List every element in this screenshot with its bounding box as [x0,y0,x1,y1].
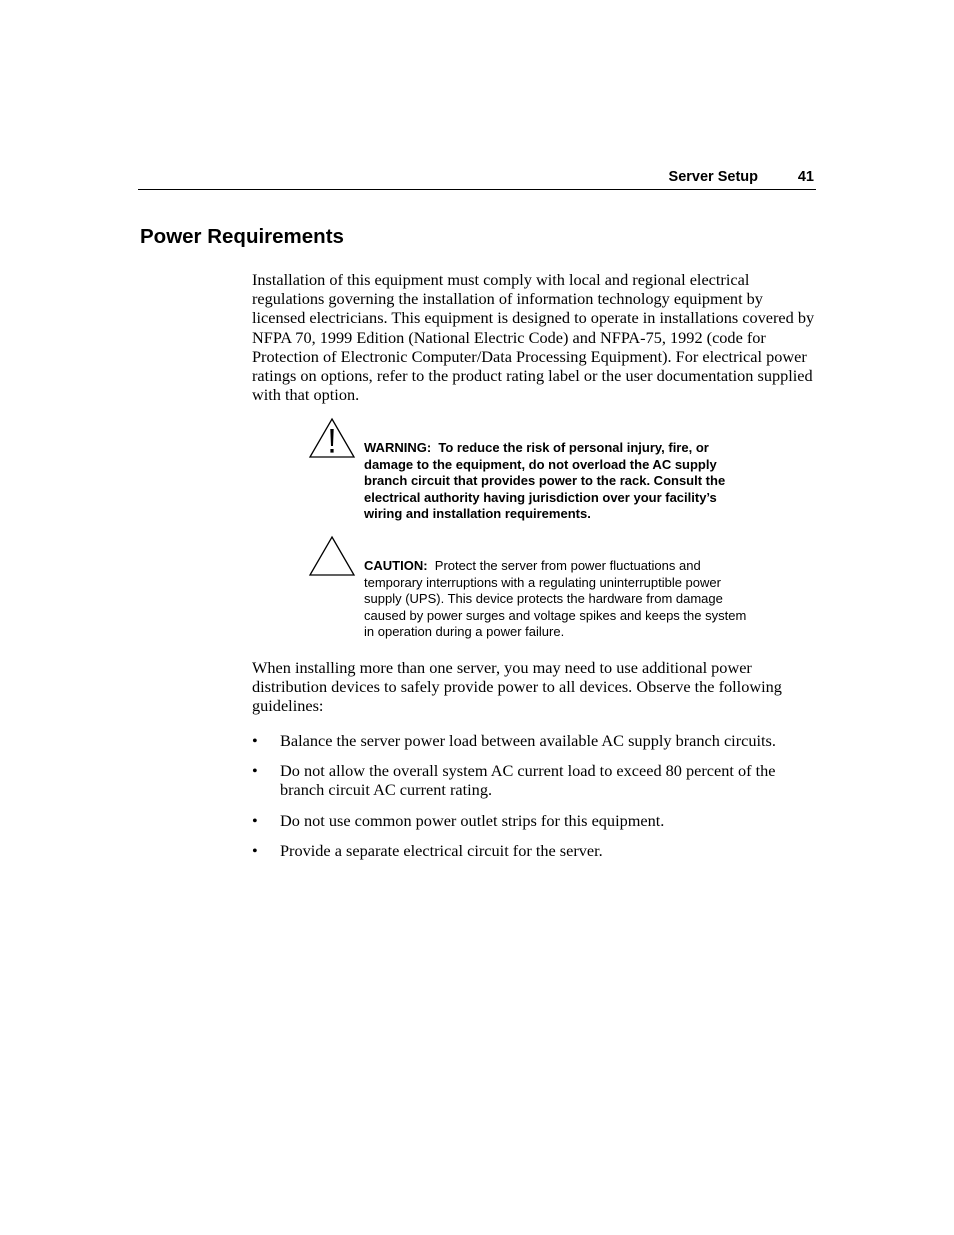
running-header [138,168,816,190]
list-item [252,811,820,830]
warning-note [308,417,753,523]
bullet-icon: • [252,761,258,781]
list-item-text: Do not use common power outlet strips for this equipment. [280,810,665,830]
caution-note [308,535,753,641]
page-title: Power Requirements [140,225,344,248]
guidelines-paragraph: When installing more than one server, you may need to use additional power distribution devices to safely provide power to all devices. Observe the following guidelines: [252,658,782,716]
caution-label: CAUTION: [364,558,428,573]
guidelines-list [252,731,820,871]
warning-label: WARNING: [364,440,432,455]
list-item [252,731,820,750]
bullet-icon: • [252,810,258,830]
caution-text: Protect the server from power fluctuations and temporary interruptions with a regulating uninterruptible power supply (UPS). This device protects the hardware from damage caused by power surges and voltage spikes and keeps the system in operation during a power failure. [364,558,747,639]
warning-text: To reduce the risk of personal injury, fire, or damage to the equipment, do not overload the AC supply branch circuit that provides power to the rack. Consult the electrical authority having jurisdiction over your facility’s wiring and installation requirements. [364,440,726,521]
list-item-text: Do not allow the overall system AC current load to exceed 80 percent of the branch circuit AC current rating. [280,761,776,800]
list-item-text: Balance the server power load between available AC supply branch circuits. [280,731,776,750]
intro-paragraph: Installation of this equipment must comply with local and regional electrical regulations governing the installation of information technology equipment by licensed electricians. This equipment is designed to operate in installations covered by NFPA 70, 1999 Edition (National Electric Code) and NFPA-75, 1992 (code for Protection of Electronic Computer/Data Processing Equipment). For electrical power ratings on options, refer to the product rating label or the user documentation supplied with that option. [252,270,815,405]
bullet-icon: • [252,840,258,860]
list-item [252,761,820,799]
bullet-icon: • [252,731,258,750]
list-item [252,841,820,860]
header-section-title: Server Setup [668,169,758,185]
page-number: 41 [797,169,814,185]
list-item-text: Provide a separate electrical circuit for the server. [280,840,603,860]
